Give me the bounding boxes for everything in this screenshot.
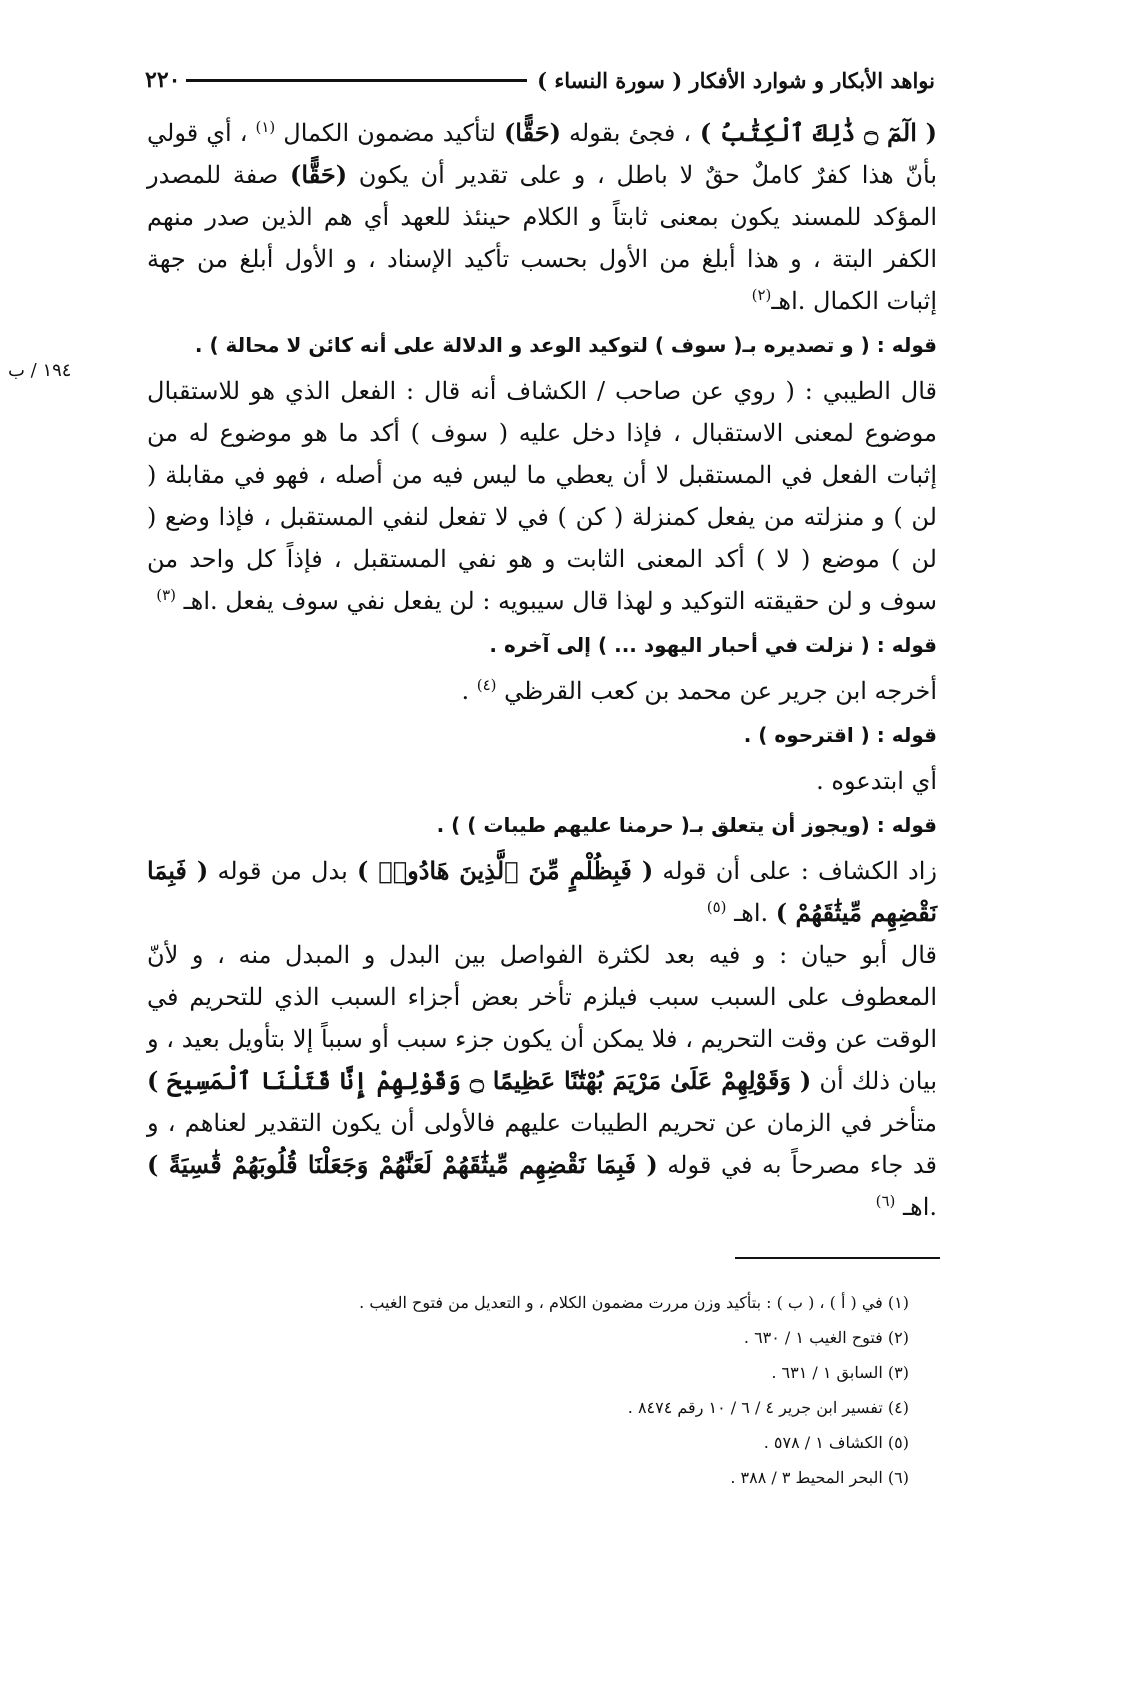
body-paragraph <box>147 670 937 712</box>
body-paragraph <box>147 112 937 322</box>
text-run: ، أي قولي بأنّ هذا كفرٌ كاملٌ حقٌ لا باطل ، و على تقدير أن يكون <box>147 119 938 189</box>
text-run: لتأكيد مضمون الكمال <box>275 119 504 147</box>
manuscript-folio-note: ١٩٤ / ب <box>8 360 72 381</box>
text-run: متأخر في الزمان عن تحريم الطيبات عليهم فالأولى أن يكون التقدير لعناهم ، و قد جاء مصرحاً به في قوله <box>147 1109 937 1179</box>
footnote: (٢) فتوح الغيب ١ / ٦٣٠ . <box>743 1328 909 1347</box>
quran-quote: ( وَقَوْلِهِمْ عَلَىٰ مَرْيَمَ بُهْتَٰنًا عَظِيمًا ۝ وَقَوْلِهِمْ إِنَّا قَتَلْنَا ٱلْمَسِيحَ ) <box>147 1066 812 1095</box>
footnote-ref: (٣) <box>156 586 177 604</box>
quran-quote: ( الٓمٓ ۝ ذَٰلِكَ ٱلْكِتَٰبُ ) <box>691 118 938 147</box>
text-run: قال أبو حيان : و فيه بعد لكثرة الفواصل بين البدل و المبدل منه ، و لأنّ المعطوف على السبب سبب فيلزم تأخر بعض أجزاء السبب الذي للتحريم في الوقت عن وقت التحريم ، فلا يمكن أن يكون جزء سبب أو سبباً إلا بتأويل بعيد ، و بيان ذلك أن <box>147 941 938 1095</box>
text-run: قال الطيبي : ( روي عن صاحب / الكشاف أنه قال : الفعل الذي هو للاستقبال موضوع لمعنى الاستقبال ، فإذا دخل عليه ( سوف ) أكد ما هو موضوع له من إثبات الفعل في المستقبل لا أن يعطي ما ليس فيه من أصله ، فهو في مقابلة ( لن ) و منزلته من يفعل كمنزلة ( كن ) في لا تفعل لنفي المستقبل ، فإذا وضع ( لن ) موضع ( لا ) أكد المعنى الثابت و هو نفي المستقبل ، فإذاً كل واحد من سوف و لن حقيقته التوكيد و لهذا قال سيبويه : لن يفعل نفي سوف يفعل .اهـ <box>147 377 937 615</box>
book-title: نواهد الأبكار و شوارد الأفكار ( سورة النساء ) <box>537 67 935 93</box>
footnote-separator <box>735 1257 940 1259</box>
text-run: بدل من قوله <box>208 857 357 885</box>
footnote-ref: (٦) <box>875 1192 896 1210</box>
text-run: . <box>461 677 477 705</box>
footnote-ref: (٢) <box>751 286 772 304</box>
page-number: ٢٢٠ <box>145 67 181 93</box>
footnote: (٥) الكشاف ١ / ٥٧٨ . <box>763 1433 909 1452</box>
header-rule <box>186 79 527 82</box>
text-run: أخرجه ابن جرير عن محمد بن كعب القرظي <box>496 677 937 705</box>
main-text <box>147 112 937 1228</box>
body-paragraph <box>147 850 937 934</box>
footnote-ref: (٥) <box>706 898 727 916</box>
footnote-ref: (٤) <box>476 676 497 694</box>
quran-quote: (حَقًّا) <box>290 160 348 189</box>
footnote: (٦) البحر المحيط ٣ / ٣٨٨ . <box>730 1468 909 1487</box>
quran-quote: (حَقًّا) <box>503 118 561 147</box>
text-run: .اهـ <box>895 1193 937 1221</box>
text-run: زاد الكشاف : على أن قوله <box>653 857 938 885</box>
text-run: ، فجئ بقوله <box>560 119 692 147</box>
quran-quote: ( فَبِمَا نَقْضِهِم مِّيثَٰقَهُمْ ) <box>147 856 937 927</box>
footnotes <box>147 1285 937 1495</box>
body-paragraph <box>147 934 937 1228</box>
body-paragraph <box>147 760 937 802</box>
commentary-heading: قوله : ( اقترحوه ) . <box>743 723 937 747</box>
commentary-heading: قوله : (ويجوز أن يتعلق بـ( حرمنا عليهم طيبات ) ) . <box>436 813 937 837</box>
footnote: (٤) تفسير ابن جرير ٤ / ٦ / ١٠ رقم ٨٤٧٤ . <box>627 1398 909 1417</box>
text-run: أي ابتدعوه . <box>816 767 937 795</box>
commentary-heading: قوله : ( و تصديره بـ( سوف ) لتوكيد الوعد و الدلالة على أنه كائن لا محالة ) . <box>194 333 937 357</box>
commentary-heading: قوله : ( نزلت في أحبار اليهود ... ) إلى آخره . <box>489 633 937 657</box>
text-run: .اهـ <box>726 899 776 927</box>
body-paragraph <box>147 370 937 622</box>
footnote: (٣) السابق ١ / ٦٣١ . <box>771 1363 909 1382</box>
running-header <box>145 60 935 100</box>
footnote: (١) في ( أ ) ، ( ب ) : بتأكيد وزن مررت مضمون الكلام ، و التعديل من فتوح الغيب . <box>359 1293 909 1312</box>
quran-quote: ( فَبِمَا نَقْضِهِم مِّيثَٰقَهُمْ لَعَنَّٰهُمْ وَجَعَلْنَا قُلُوبَهُمْ قَٰسِيَةً ) <box>147 1150 658 1179</box>
footnote-ref: (١) <box>255 118 276 136</box>
quran-quote: ( فَبِظُلْمٍ مِّنَ ٱلَّذِينَ هَادُوا۟ ) <box>357 856 654 885</box>
text-run: صفة للمصدر المؤكد للمسند يكون بمعنى ثابتاً و الكلام حينئذ للعهد أي هم الذين صدر منهم الكفر البتة ، و هذا أبلغ من الأول بحسب تأكيد الإسناد ، و الأول أبلغ من جهة إثبات الكمال .اهـ <box>147 161 937 315</box>
